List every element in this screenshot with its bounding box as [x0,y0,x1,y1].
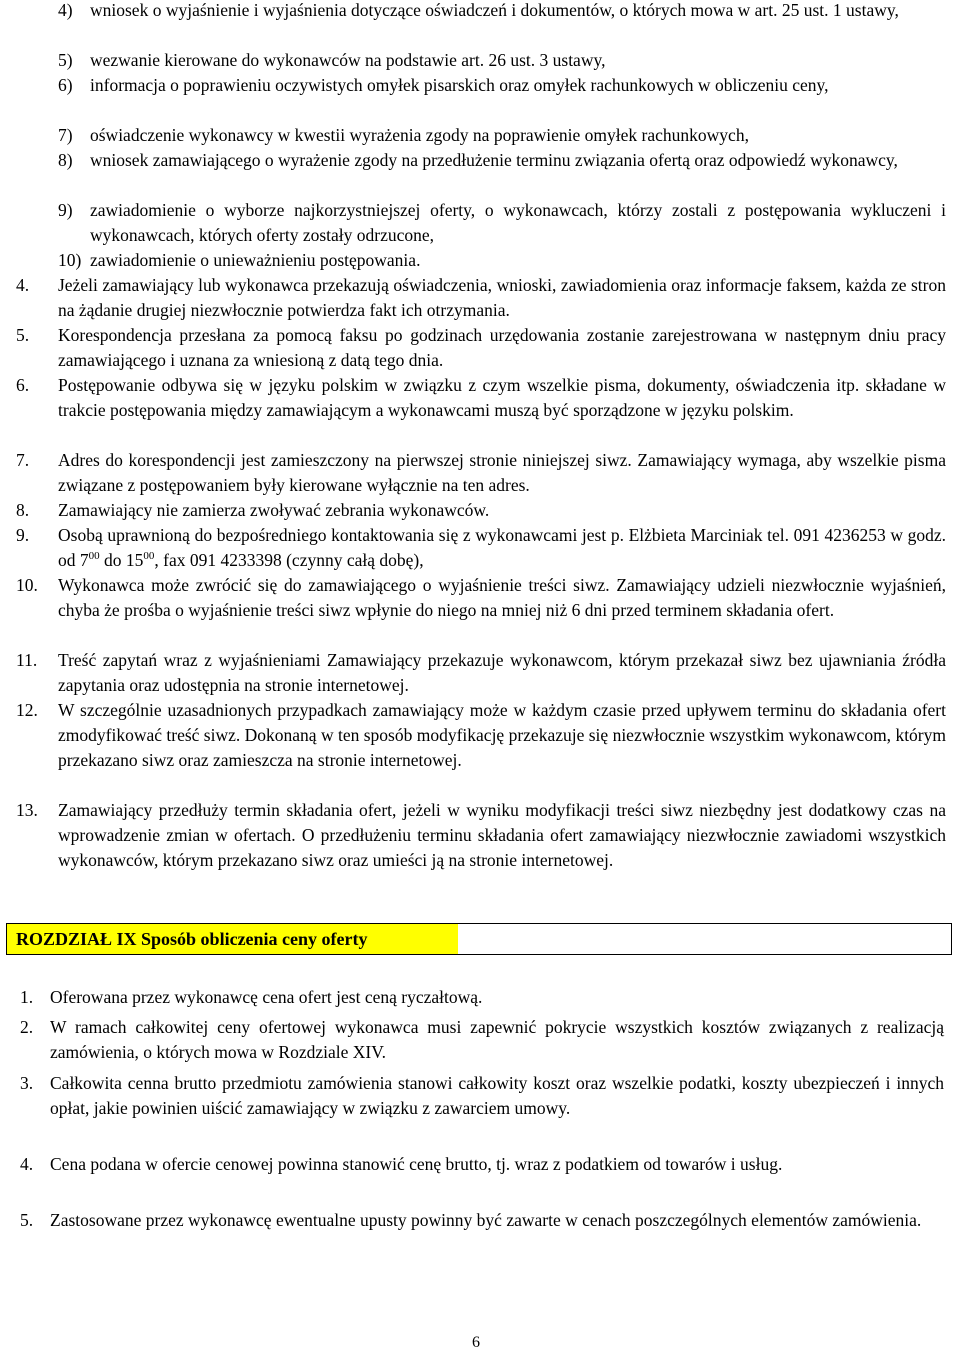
list-text: Treść zapytań wraz z wyjaśnieniami Zamawiający przekazuje wykonawcom, którym przekazał siwz bez ujawniania źródła zapytania oraz udostępnia na stronie internetowej. [58,650,946,695]
contact-text: Osobą uprawnioną do bezpośredniego kontaktowania się z wykonawcami jest p. Elżbieta Marciniak tel. 091 4236253 w godz. od $7^{00}$ do $15^{00}$, fax 091 4233398 (czynny całą dobę), [58,525,946,570]
list-item [16,323,946,373]
list-text: Całkowita cenna brutto przedmiotu zamówienia stanowi całkowity koszt oraz wszelkie podatki, koszty ubezpieczeń i innych opłat, jakie powinien uiścić zamawiający w związku z zawarciem umowy. [50,1073,944,1118]
list-number: 4. [16,275,30,295]
list-number: 13. [16,800,38,820]
list-item [16,573,946,623]
list-number: 5. [20,1210,34,1230]
list-item [16,648,946,698]
list-text: Postępowanie odbywa się w języku polskim w związku z czym wszelkie pisma, dokumenty, oświadczenia itp. składane w trakcie postępowania między zamawiającym a wykonawcami muszą być sporządzone w języku polskim. [58,375,946,420]
list-item [58,248,946,273]
list-number: 9. [16,525,30,545]
list-number: 3. [20,1073,34,1093]
list-text: wezwanie kierowane do wykonawców na podstawie art. 26 ust. 3 ustawy, [90,50,606,70]
list-text: W szczególnie uzasadnionych przypadkach zamawiający może w każdym czasie przed upływem terminu do składania ofert zmodyfikować treść siwz. Dokonaną w ten sposób modyfikację przekazuje się niezwłocznie wszystkim wykonawcom, którym przekazano siwz oraz zamieszcza na stronie internetowej. [58,700,946,770]
list-number: 10. [16,575,38,595]
list-item [16,273,946,323]
list-text: oświadczenie wykonawcy w kwestii wyrażenia zgody na poprawienie omyłek rachunkowych, [90,125,749,145]
list-text: informacja o poprawieniu oczywistych omyłek pisarskich oraz omyłek rachunkowych w obliczeniu ceny, [90,75,829,95]
list-item [16,498,946,523]
list-item [20,1015,944,1065]
list-text: zawiadomienie o unieważnieniu postępowania. [90,250,421,270]
list-text: Jeżeli zamawiający lub wykonawca przekazują oświadczenia, wnioski, zawiadomienia oraz informacje faksem, każda ze stron na żądanie drugiej niezwłocznie potwierdza fakt ich otrzymania. [58,275,946,320]
list-text: W ramach całkowitej ceny ofertowej wykonawca musi zapewnić pokrycie wszystkich kosztów związanych z realizacją zamówienia, o których mowa w Rozdziale XIV. [50,1017,944,1062]
list-text: zawiadomienie o wyborze najkorzystniejszej oferty, o wykonawcach, którzy zostali z postępowania wykluczeni i wykonawcach, których oferty zostały odrzucone, [90,200,946,245]
list-text: wniosek zamawiającego o wyrażenie zgody na przedłużenie terminu związania ofertą oraz odpowiedź wykonawcy, [90,150,898,170]
list-number: 5) [58,50,73,70]
list-item [16,698,946,773]
list-item [58,73,946,98]
page-number: 6 [472,1334,480,1351]
list-item [16,798,946,873]
list-number: 2. [20,1017,34,1037]
list-number: 7. [16,450,30,470]
list-number: 6. [16,375,30,395]
list-item [58,48,946,73]
list-number: 1. [20,987,34,1007]
list-text: Korespondencja przesłana za pomocą faksu po godzinach urzędowania zostanie zarejestrowana w następnym dniu pracy zamawiającego i uznana za wniesioną z datą tego dnia. [58,325,946,370]
list-text: Zamawiający nie zamierza zwoływać zebrania wykonawców. [58,500,490,520]
list-text: Zamawiający przedłuży termin składania ofert, jeżeli w wyniku modyfikacji treści siwz niezbędny jest dodatkowy czas na wprowadzenie zmian w ofertach. O przedłużeniu terminu składania ofert zamawiający niezwłocznie zawiadomi wszystkich wykonawców, którym przekazano siwz oraz umieści ją na stronie internetowej. [58,800,946,870]
list-number: 8. [16,500,30,520]
list-item [20,985,944,1010]
list-number: 5. [16,325,30,345]
list-item [20,1071,944,1121]
list-number: 4. [20,1154,34,1174]
list-item [58,123,946,148]
list-item [16,373,946,423]
list-number: 11. [16,650,38,670]
list-text: Zastosowane przez wykonawcę ewentualne upusty powinny być zawarte w cenach poszczególnych elementów zamówienia. [50,1210,922,1230]
list-item [20,1152,944,1177]
list-text: Cena podana w ofercie cenowej powinna stanowić cenę brutto, tj. wraz z podatkiem od towarów i usług. [50,1154,783,1174]
list-item [20,1208,944,1233]
list-item [58,0,946,23]
list-number: 6) [58,75,73,95]
list-text: Adres do korespondencji jest zamieszczony na pierwszej stronie niniejszej siwz. Zamawiający wymaga, aby wszelkie pisma związane z postępowaniem były kierowane wyłącznie na ten adres. [58,450,946,495]
section-heading: ROZDZIAŁ IX Sposób obliczenia ceny oferty [16,929,368,949]
list-text: wniosek o wyjaśnienie i wyjaśnienia dotyczące oświadczeń i dokumentów, o których mowa w art. 25 ust. 1 ustawy, [90,0,899,20]
list-item [58,198,946,248]
list-number: 10) [58,250,82,270]
list-item [58,148,946,173]
list-text: Oferowana przez wykonawcę cena ofert jest ceną ryczałtową. [50,987,483,1007]
list-text: Wykonawca może zwrócić się do zamawiającego o wyjaśnienie treści siwz. Zamawiający udzieli niezwłocznie wyjaśnień, chyba że prośba o wyjaśnienie treści siwz wpłynie do niego na mniej niż 6 dni przed terminem składania ofert. [58,575,946,620]
list-item [16,448,946,498]
list-number: 12. [16,700,38,720]
list-number: 8) [58,150,73,170]
list-number: 7) [58,125,73,145]
list-item [16,523,946,576]
list-number: 9) [58,200,73,220]
list-number: 4) [58,0,73,20]
